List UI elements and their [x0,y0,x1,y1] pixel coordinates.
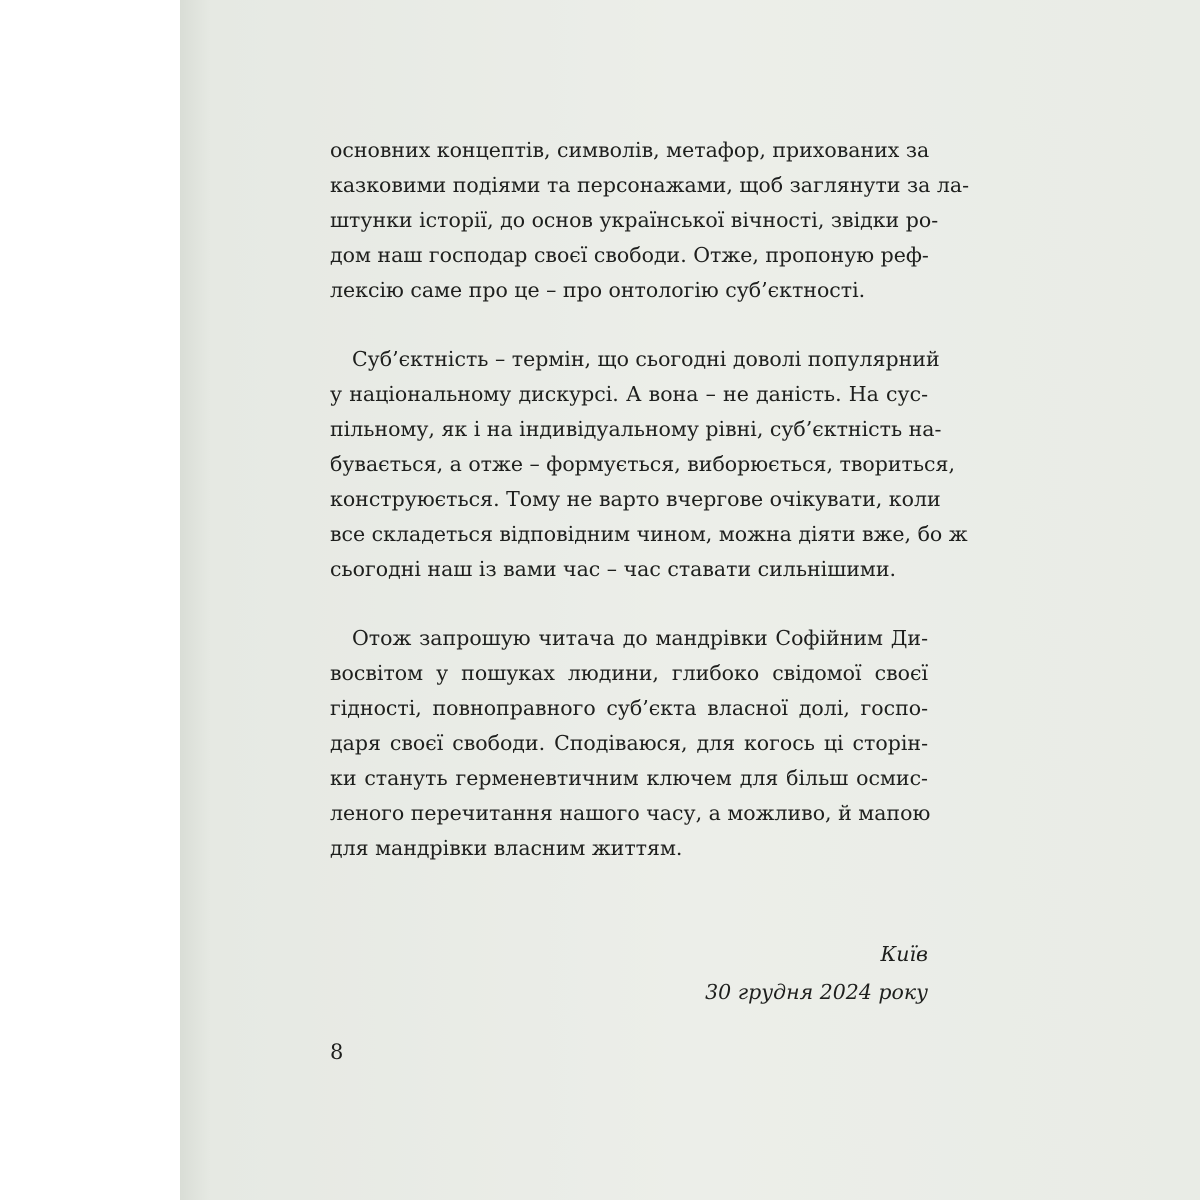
paragraph-gap [330,587,928,621]
text-line: конструюється. Тому не варто вчергове очікувати, коли [330,487,941,511]
text-line: все складеться відповідним чином, можна діяти вже, бо ж [330,522,968,546]
text-line: пільному, як і на індивідуальному рівні, суб’єктність на- [330,417,942,441]
text-line: Отож запрошую читача до мандрівки Софійним Ди- [352,626,928,650]
text-line: ки стануть герменевтичним ключем для більш осмис- [330,766,928,790]
text-line: даря своєї свободи. Сподіваюся, для когось ці сторін- [330,731,928,755]
text-line: основних концептів, символів, метафор, прихованих за [330,138,930,162]
paragraph-2 [330,342,968,587]
text-line: Суб’єктність – термін, що сьогодні доволі популярний [352,347,940,371]
page-number: 8 [330,1040,344,1064]
signature-date: 30 грудня 2024 року [705,980,928,1004]
paragraph-gap [330,308,928,342]
text-line: казковими подіями та персонажами, щоб заглянути за ла- [330,173,970,197]
text-line: для мандрівки власним життям. [330,836,683,860]
text-line: сьогодні наш із вами час – час ставати сильнішими. [330,557,897,581]
signature-place: Київ [880,942,928,966]
paragraph-3 [330,621,931,866]
body-text [330,133,970,866]
text-line: восвітом у пошуках людини, глибоко свідомої своєї [330,661,928,685]
text-line: штунки історії, до основ української вічності, звідки ро- [330,208,939,232]
text-line: лексію саме про це – про онтологію суб’єктності. [330,278,866,302]
text-line: у національному дискурсі. А вона – не даність. На сус- [330,382,928,406]
text-line: дом наш господар своєї свободи. Отже, пропоную реф- [330,243,929,267]
text-line: гідності, повноправного суб’єкта власної долі, госпо- [330,696,928,720]
page-left-margin [0,0,180,1200]
paragraph-1 [330,133,970,308]
text-line: бувається, а отже – формується, виборюється, твориться, [330,452,955,476]
text-line: леного перечитання нашого часу, а можливо, й мапою [330,801,931,825]
